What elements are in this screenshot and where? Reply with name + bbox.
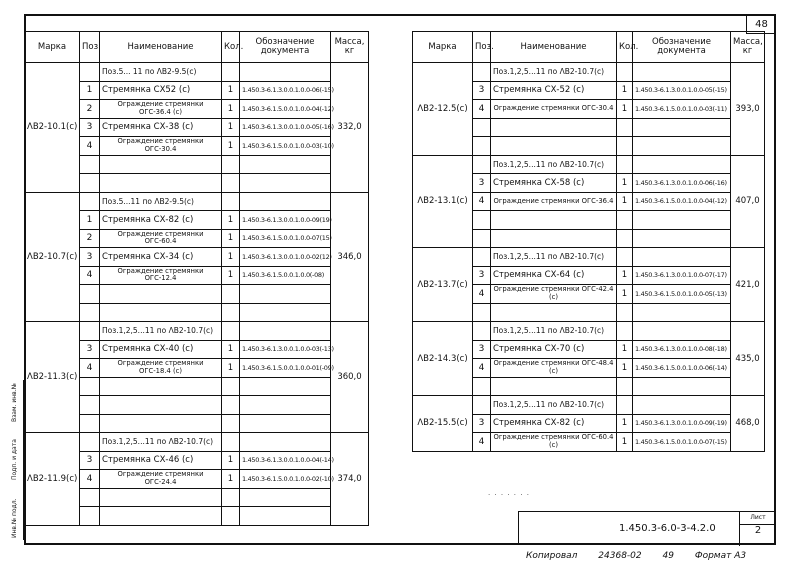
name-cell: Ограждение стремянки ОГС-36.4 (с): [100, 100, 222, 119]
table-header: [25, 32, 369, 63]
group-reference: Поз.5... 11 по ΛВ2-9.5(с): [100, 63, 222, 82]
mass-cell: 407,0: [731, 155, 765, 248]
group-row: [25, 63, 369, 82]
empty-cell: [617, 211, 633, 230]
group-row: [25, 192, 369, 211]
empty-cell: [222, 488, 240, 507]
marka-cell: ΛВ2-10.7(с): [25, 192, 80, 322]
group-reference: Поз.1,2,5...11 по ΛВ2-10.7(с): [491, 63, 617, 82]
empty-cell: [80, 155, 100, 174]
qty-cell: [617, 396, 633, 415]
doc-cell: [633, 155, 731, 174]
doc-cell: 1.450.3-6.1.3.0.0.1.0.0-04(-14): [240, 451, 331, 470]
doc-cell: 1.450.3-6.1.5.0.0.1.0.0(-08): [240, 266, 331, 285]
footer-num: 49: [662, 551, 674, 561]
pos-cell: 4: [80, 359, 100, 378]
pos-cell: 4: [473, 192, 491, 211]
marka-cell: ΛВ2-13.1(с): [413, 155, 473, 248]
group-reference: Поз.1,2,5...11 по ΛВ2-10.7(с): [100, 433, 222, 452]
marka-cell: ΛВ2-11.3(с): [25, 322, 80, 433]
pos-cell: [80, 433, 100, 452]
doc-cell: 1.450.3-6.1.3.0.0.1.0.0-05(-15): [633, 81, 731, 100]
col-name: Наименование: [100, 32, 222, 63]
empty-cell: [100, 285, 222, 304]
mass-cell: 421,0: [731, 248, 765, 322]
pos-cell: 2: [80, 100, 100, 119]
empty-cell: [222, 303, 240, 322]
pos-cell: [473, 248, 491, 267]
group-reference: Поз.5...11 по ΛВ2-9.5(с): [100, 192, 222, 211]
mass-cell: 435,0: [731, 322, 765, 396]
empty-cell: [100, 488, 222, 507]
doc-cell: 1.450.3-6.1.5.0.0.1.0.0-07(-15): [633, 433, 731, 452]
empty-cell: [633, 303, 731, 322]
document-code: 1.450.3-6.0-3-4.2.0: [619, 523, 716, 534]
name-cell: Стремянка СХ-70 (с): [491, 340, 617, 359]
qty-cell: 1: [222, 137, 240, 156]
qty-cell: 1: [222, 470, 240, 489]
empty-cell: [473, 303, 491, 322]
name-cell: Ограждение стремянки ОГС-18.4 (с): [100, 359, 222, 378]
pos-cell: 1: [80, 211, 100, 230]
sheet-label: Лист: [740, 512, 776, 525]
qty-cell: 1: [617, 340, 633, 359]
empty-cell: [100, 377, 222, 396]
empty-cell: [491, 211, 617, 230]
empty-cell: [100, 396, 222, 415]
empty-cell: [222, 155, 240, 174]
empty-cell: [617, 229, 633, 248]
pos-cell: [473, 155, 491, 174]
side-label: Взам. инв.№: [11, 383, 18, 422]
doc-cell: [633, 63, 731, 82]
marka-cell: ΛВ2-14.3(с): [413, 322, 473, 396]
qty-cell: 1: [617, 81, 633, 100]
group-reference: Поз.1,2,5...11 по ΛВ2-10.7(с): [491, 322, 617, 341]
pos-cell: 3: [473, 340, 491, 359]
spec-table-left: [24, 31, 369, 526]
empty-cell: [222, 174, 240, 193]
qty-cell: [617, 322, 633, 341]
marka-cell: ΛВ2-12.5(с): [413, 63, 473, 156]
group-row: [25, 433, 369, 452]
empty-cell: [80, 507, 100, 526]
doc-cell: 1.450.3-6.1.3.0.0.1.0.0-03(-13): [240, 340, 331, 359]
group-reference: Поз.1,2,5...11 по ΛВ2-10.7(с): [491, 155, 617, 174]
empty-cell: [100, 303, 222, 322]
mass-cell: 468,0: [731, 396, 765, 452]
group-reference: Поз.1,2,5...11 по ΛВ2-10.7(с): [100, 322, 222, 341]
doc-cell: 1.450.3-6.1.3.0.0.1.0.0-09(19): [240, 211, 331, 230]
empty-cell: [473, 137, 491, 156]
mass-cell: 346,0: [331, 192, 369, 322]
name-cell: Стремянка СХ-82 (с): [100, 211, 222, 230]
pos-cell: 3: [80, 451, 100, 470]
qty-cell: 1: [222, 229, 240, 248]
doc-cell: 1.450.3-6.1.3.0.0.1.0.0-08(-18): [633, 340, 731, 359]
doc-cell: 1.450.3-6.1.3.0.0.1.0.0-07(-17): [633, 266, 731, 285]
qty-cell: [617, 63, 633, 82]
name-cell: Стремянка СХ-58 (с): [491, 174, 617, 193]
name-cell: Стремянка СХ-52 (с): [491, 81, 617, 100]
group-row: [413, 248, 765, 267]
marka-cell: ΛВ2-15.5(с): [413, 396, 473, 452]
empty-cell: [633, 137, 731, 156]
marka-cell: ΛВ2-10.1(с): [25, 63, 80, 193]
col-pos: Поз.: [473, 32, 491, 63]
doc-cell: [240, 433, 331, 452]
empty-cell: [240, 488, 331, 507]
pos-cell: 3: [80, 248, 100, 267]
qty-cell: 1: [222, 118, 240, 137]
doc-cell: 1.450.3-6.1.5.0.0.1.0.0-01(-09): [240, 359, 331, 378]
empty-cell: [222, 377, 240, 396]
qty-cell: 1: [222, 340, 240, 359]
qty-cell: 1: [617, 433, 633, 452]
empty-cell: [617, 137, 633, 156]
doc-cell: 1.450.3-6.1.3.0.0.1.0.0-02(12): [240, 248, 331, 267]
empty-cell: [617, 377, 633, 396]
mass-cell: 360,0: [331, 322, 369, 433]
empty-cell: [240, 414, 331, 433]
empty-cell: [491, 377, 617, 396]
group-row: [25, 322, 369, 341]
col-marka: Марка: [413, 32, 473, 63]
qty-cell: [617, 155, 633, 174]
pos-cell: 4: [473, 285, 491, 304]
side-stamp: [5, 380, 24, 540]
pos-cell: 4: [80, 137, 100, 156]
name-cell: Ограждение стремянки ОГС-12.4: [100, 266, 222, 285]
pos-cell: 4: [80, 470, 100, 489]
empty-cell: [240, 174, 331, 193]
pos-cell: 4: [80, 266, 100, 285]
qty-cell: 1: [222, 248, 240, 267]
qty-cell: 1: [617, 100, 633, 119]
footer: [526, 551, 764, 561]
name-cell: Стремянка СХ-46 (с): [100, 451, 222, 470]
empty-cell: [617, 303, 633, 322]
side-label: Инв.№ подл.: [11, 498, 18, 538]
side-label: Подп. и дата: [11, 439, 18, 480]
doc-cell: [240, 192, 331, 211]
qty-cell: 1: [617, 266, 633, 285]
doc-cell: 1.450.3-6.1.3.0.0.1.0.0-06(-15): [240, 81, 331, 100]
doc-cell: 1.450.3-6.1.5.0.0.1.0.0-06(-14): [633, 359, 731, 378]
doc-cell: 1.450.3-6.1.5.0.0.1.0.0-02(-10): [240, 470, 331, 489]
pos-cell: [473, 396, 491, 415]
pos-cell: 3: [80, 118, 100, 137]
name-cell: Ограждение стремянки ОГС-42.4 (с): [491, 285, 617, 304]
empty-cell: [240, 303, 331, 322]
empty-cell: [80, 414, 100, 433]
pos-cell: [473, 322, 491, 341]
name-cell: Стремянка СХ-64 (с): [491, 266, 617, 285]
empty-cell: [617, 118, 633, 137]
name-cell: Ограждение стремянки ОГС-48.4 (с): [491, 359, 617, 378]
sheet-number: 2: [754, 525, 762, 536]
pos-cell: [80, 192, 100, 211]
empty-cell: [80, 174, 100, 193]
empty-cell: [100, 414, 222, 433]
empty-cell: [633, 377, 731, 396]
empty-cell: [100, 174, 222, 193]
empty-cell: [473, 118, 491, 137]
pos-cell: 3: [473, 174, 491, 193]
pos-cell: 4: [473, 359, 491, 378]
qty-cell: 1: [222, 100, 240, 119]
doc-cell: [240, 63, 331, 82]
name-cell: Ограждение стремянки ОГС-60.4 (с): [491, 433, 617, 452]
name-cell: Ограждение стремянки ОГС-30.4: [491, 100, 617, 119]
name-cell: Ограждение стремянки ОГС-36.4: [491, 192, 617, 211]
marka-cell: ΛВ2-11.9(с): [25, 433, 80, 526]
group-row: [413, 396, 765, 415]
faint-marks: · · · · · · ·: [488, 491, 530, 499]
empty-cell: [80, 377, 100, 396]
group-row: [413, 155, 765, 174]
mass-cell: 332,0: [331, 63, 369, 193]
qty-cell: 1: [617, 285, 633, 304]
mass-cell: 374,0: [331, 433, 369, 526]
empty-cell: [491, 303, 617, 322]
table-header: [413, 32, 765, 63]
name-cell: Ограждение стремянки ОГС-30.4: [100, 137, 222, 156]
empty-cell: [80, 488, 100, 507]
pos-cell: 3: [473, 81, 491, 100]
sheet-box: [739, 512, 776, 546]
empty-cell: [222, 507, 240, 526]
pos-cell: [80, 322, 100, 341]
empty-cell: [80, 285, 100, 304]
col-name: Наименование: [491, 32, 617, 63]
group-reference: Поз.1,2,5...11 по ΛВ2-10.7(с): [491, 396, 617, 415]
name-cell: Стремянка СХ-40 (с): [100, 340, 222, 359]
col-mass: Масса, кг: [731, 32, 765, 63]
doc-cell: 1.450.3-6.1.3.0.0.1.0.0-09(-19): [633, 414, 731, 433]
group-reference: Поз.1,2,5...11 по ΛВ2-10.7(с): [491, 248, 617, 267]
empty-cell: [222, 285, 240, 304]
qty-cell: 1: [617, 174, 633, 193]
doc-cell: 1.450.3-6.1.5.0.0.1.0.0-04(-12): [240, 100, 331, 119]
mass-cell: 393,0: [731, 63, 765, 156]
name-cell: Ограждение стремянки ОГС-60.4: [100, 229, 222, 248]
empty-cell: [80, 303, 100, 322]
empty-cell: [100, 507, 222, 526]
empty-cell: [473, 211, 491, 230]
doc-cell: 1.450.3-6.1.3.0.0.1.0.0-05(-16): [240, 118, 331, 137]
qty-cell: [222, 192, 240, 211]
pos-cell: 3: [80, 340, 100, 359]
qty-cell: [222, 322, 240, 341]
doc-cell: 1.450.3-6.1.5.0.0.1.0.0-07(15): [240, 229, 331, 248]
empty-cell: [240, 396, 331, 415]
empty-cell: [633, 211, 731, 230]
empty-cell: [222, 396, 240, 415]
name-cell: Стремянка СХ-82 (с): [491, 414, 617, 433]
empty-cell: [80, 396, 100, 415]
pos-cell: [473, 63, 491, 82]
qty-cell: 1: [222, 359, 240, 378]
pos-cell: 1: [80, 81, 100, 100]
qty-cell: 1: [222, 266, 240, 285]
empty-cell: [240, 285, 331, 304]
col-doc: Обозначение документа: [240, 32, 331, 63]
empty-cell: [473, 377, 491, 396]
doc-cell: [633, 248, 731, 267]
col-doc: Обозначение документа: [633, 32, 731, 63]
doc-cell: [240, 322, 331, 341]
col-mass: Масса, кг: [331, 32, 369, 63]
empty-cell: [100, 155, 222, 174]
qty-cell: 1: [617, 192, 633, 211]
empty-cell: [240, 507, 331, 526]
spec-table-right: [412, 31, 765, 452]
qty-cell: [222, 433, 240, 452]
pos-cell: 4: [473, 433, 491, 452]
page-number: 48: [746, 16, 776, 34]
qty-cell: 1: [222, 81, 240, 100]
pos-cell: 4: [473, 100, 491, 119]
doc-cell: 1.450.3-6.1.5.0.0.1.0.0-03(-10): [240, 137, 331, 156]
col-qty: Кол.: [222, 32, 240, 63]
empty-cell: [633, 118, 731, 137]
qty-cell: 1: [617, 359, 633, 378]
empty-cell: [222, 414, 240, 433]
name-cell: Стремянка СХ52 (с): [100, 81, 222, 100]
group-row: [413, 322, 765, 341]
qty-cell: 1: [617, 414, 633, 433]
copied-label: Копировал: [526, 551, 578, 561]
empty-cell: [491, 137, 617, 156]
empty-cell: [240, 377, 331, 396]
title-block: [518, 511, 776, 545]
name-cell: Стремянка СХ-34 (с): [100, 248, 222, 267]
doc-cell: [633, 322, 731, 341]
col-pos: Поз.: [80, 32, 100, 63]
pos-cell: 3: [473, 414, 491, 433]
doc-cell: [633, 396, 731, 415]
pos-cell: 3: [473, 266, 491, 285]
format-label: Формат А3: [694, 551, 747, 561]
name-cell: Стремянка СХ-38 (с): [100, 118, 222, 137]
pos-cell: [80, 63, 100, 82]
qty-cell: 1: [222, 211, 240, 230]
qty-cell: 1: [222, 451, 240, 470]
empty-cell: [473, 229, 491, 248]
empty-cell: [633, 229, 731, 248]
doc-cell: 1.450.3-6.1.3.0.0.1.0.0-06(-16): [633, 174, 731, 193]
group-row: [413, 63, 765, 82]
empty-cell: [491, 229, 617, 248]
doc-cell: 1.450.3-6.1.5.0.0.1.0.0-03(-11): [633, 100, 731, 119]
doc-cell: 1.450.3-6.1.5.0.0.1.0.0-04(-12): [633, 192, 731, 211]
order-number: 24368-02: [598, 551, 642, 561]
pos-cell: 2: [80, 229, 100, 248]
col-qty: Кол.: [617, 32, 633, 63]
qty-cell: [222, 63, 240, 82]
qty-cell: [617, 248, 633, 267]
empty-cell: [491, 118, 617, 137]
col-marka: Марка: [25, 32, 80, 63]
doc-cell: 1.450.3-6.1.5.0.0.1.0.0-05(-13): [633, 285, 731, 304]
marka-cell: ΛВ2-13.7(с): [413, 248, 473, 322]
name-cell: Ограждение стремянки ОГС-24.4: [100, 470, 222, 489]
empty-cell: [240, 155, 331, 174]
